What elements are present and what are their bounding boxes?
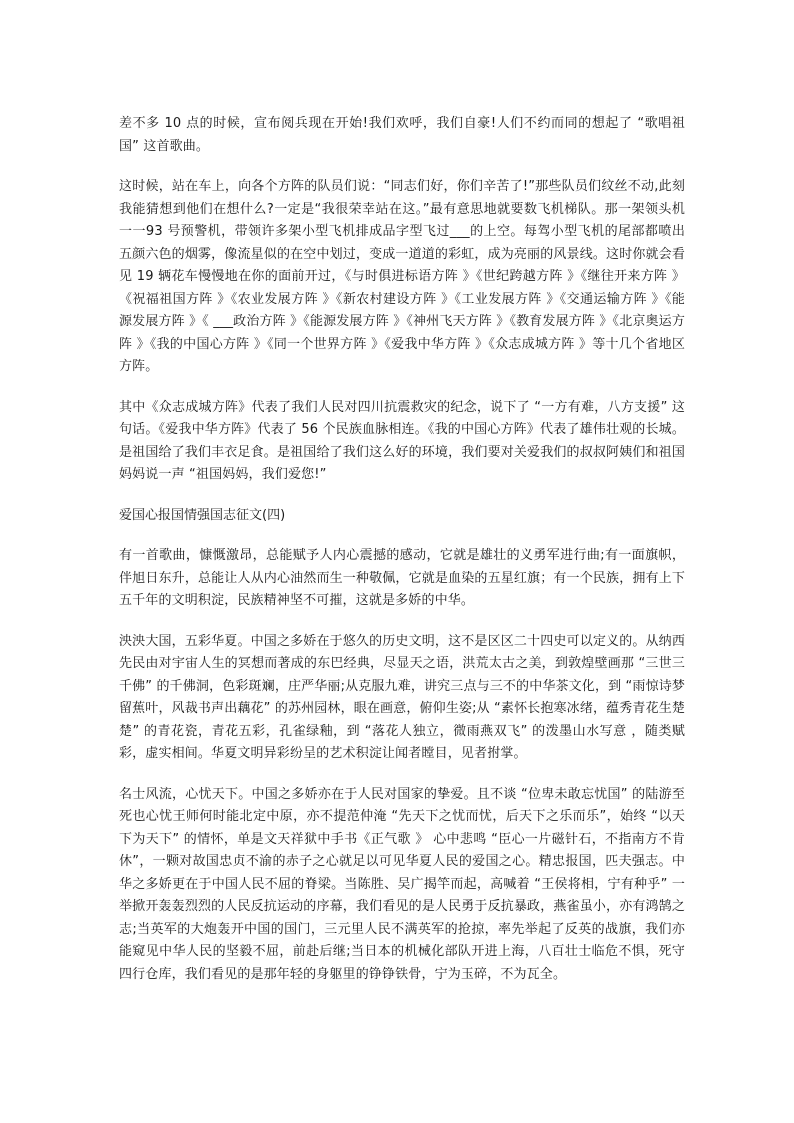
paragraph-patriotism: 名士风流，心忧天下。中国之多娇亦在于人民对国家的挚爱。且不谈 “位卑未敢忘忧国” 的陆游至死也心忧王师何时能北定中原，亦不提范仲淹 “先天下之忧而忧，后天下之乐而乐”，始终 “以天下为天下” 的情怀，单是文天祥狱中手书《正气歌 》 心中悲鸣 “臣心一片磁针石，不指南方不肯休”，一颗对故国忠贞不渝的赤子之心就足以可见华夏人民的爱国之心。精忠报国，匹夫强志。中华之多娇更在于中国人民不屈的脊梁。当陈胜、吴广揭竿而起，高喊着 “王侯将相，宁有种乎” 一举掀开轰轰烈烈的人民反抗运动的序幕，我们看见的是人民勇于反抗暴政，燕雀虽小，亦有鸿鹄之志;当英军的大炮轰开中国的国门，三元里人民不满英军的抢掠，率先举起了反英的战旗，我们亦能窥见中华人民的坚毅不屈，前赴后继;当日本的机械化部队开进上海，八百壮士临危不惧，死守四行仓库，我们看见的是那年轻的身躯里的铮铮铁骨，宁为玉碎，不为瓦全。 bbox=[119, 786, 685, 982]
paragraph-intro: 有一首歌曲，慷慨激昂，总能赋予人内心震撼的感动，它就是雄壮的义勇军进行曲;有一面旗帜，伴旭日东升，总能让人从内心油然而生一种敬佩，它就是血染的五星红旗；有一个民族，拥有上下五千年的文明积淀，民族精神坚不可摧，这就是多娇的中华。 bbox=[119, 548, 685, 608]
paragraph-meaning: 其中《众志成城方阵》代表了我们人民对四川抗震救灾的纪念，说下了 “一方有难，八方支援” 这句话。《爱我中华方阵》代表了 56 个民族血脉相连。《我的中国心方阵》代表了雄伟壮观的长城。是祖国给了我们丰衣足食。是祖国给了我们这么好的环境，我们要对关爱我们的叔叔阿姨们和祖国妈妈说一声 “祖国妈妈，我们爱您!” bbox=[119, 399, 685, 482]
document-page bbox=[119, 113, 685, 1004]
paragraph-parade-start: 差不多 10 点的时候，宣布阅兵现在开始!我们欢呼，我们自豪!人们不约而同的想起了 “歌唱祖国” 这首歌曲。 bbox=[119, 116, 685, 154]
essay-title: 爱国心报国情强国志征文(四) bbox=[119, 507, 286, 523]
paragraph-civilization: 泱泱大国，五彩华夏。中国之多娇在于悠久的历史文明，这不是区区二十四史可以定义的。从纳西先民由对宇宙人生的冥想而著成的东巴经典，尽显天之语，洪荒太古之美，到敦煌壁画那 “三世三千佛” 的千佛洞，色彩斑斓，庄严华丽;从克服九难，讲究三点与三不的中华茶文化，到 “雨惊诗梦留蕉叶，风裁书声出藕花” 的苏州园林，眼在画意，俯仰生姿;从 “素怀长抱寒冰绪，蕴秀青花生楚楚” 的青花瓷，青花五彩，孔雀绿釉，到 “落花人独立，微雨燕双飞” 的泼墨山水写意 ，随类赋彩，虚实相间。华夏文明异彩纷呈的艺术积淀让闻者瞠目，见者拊掌。 bbox=[119, 633, 686, 761]
paragraph-formations: 这时候，站在车上，向各个方阵的队员们说：“同志们好，你们辛苦了!”那些队员们纹丝不动,此刻我能猜想到他们在想什么?一定是“我很荣幸站在这。”最有意思地就要数飞机梯队。那一架领头机一一93 号预警机，带领许多架小型飞机排成品字型飞过___的上空。每驾小型飞机的尾部都喷出五颜六色的烟雾，像流星似的在空中划过，变成一道道的彩虹，成为亮丽的风景线。这时你就会看见 19 辆花车慢慢地在你的面前开过，《与时俱进标语方阵 》《世纪跨越方阵 》《继往开来方阵 》《祝福祖国方阵 》《农业发展方阵 》《新农村建设方阵 》《工业发展方阵 》《交通运输方阵 》《能源发展方阵 》《 ___政治方阵 》《能源发展方阵 》《神州飞天方阵 》《教育发展方阵 》《北京奥运方阵 》《我的中国心方阵 》《同一个世界方阵 》《爱我中华方阵 》《众志成城方阵 》等十几个省地区方阵。 bbox=[119, 179, 685, 374]
